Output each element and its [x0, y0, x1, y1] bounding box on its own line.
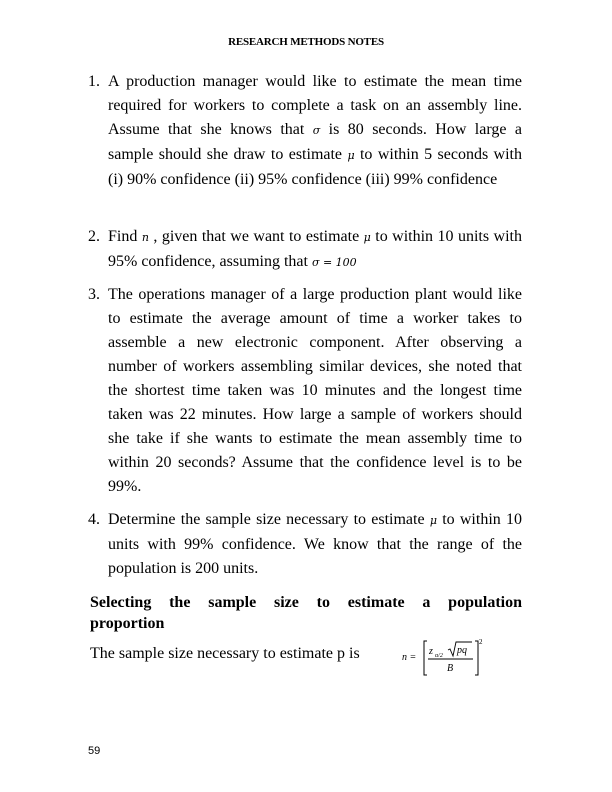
question-3: [88, 283, 522, 499]
running-header: RESEARCH METHODS NOTES: [228, 36, 384, 48]
question-number: 3.: [88, 286, 100, 303]
question-2: [88, 225, 522, 275]
exponent-two: 2: [479, 638, 483, 646]
question-text: The operations manager of a large production plant would like to estimate the average amount of time a worker takes to assemble a new electronic component. After observing a number of workers assembling similar devices, she noted that the shortest time taken was 10 minutes and the longest time taken was 22 minutes. How large a sample of workers should she take if she wants to estimate the mean assembly time to within 20 seconds? Assume that the confidence level is to be 99%.: [108, 286, 522, 495]
mu-symbol: μ: [347, 149, 355, 162]
denominator-b: B: [447, 663, 454, 674]
page-number: 59: [88, 745, 101, 757]
right-bracket: [475, 641, 478, 675]
question-text: Find n , given that we want to estimate μ to within 10 units with 95% confidence, assuming that σ = 100: [108, 228, 522, 270]
question-number: 2.: [88, 228, 100, 245]
question-number: 1.: [88, 73, 100, 90]
question-text: A production manager would like to estimate the mean time required for workers to complete a task on an assembly line. Assume that she knows that σ is 80 seconds. How large a sample should she draw to estimate μ to within 5 seconds with (i) 90% confidence (ii) 95% confidence (iii) 99% confidence: [108, 73, 523, 188]
sigma-equals: σ = 100: [311, 256, 357, 269]
pq-radicand: pq: [457, 645, 467, 656]
alpha-subscript: α/2: [435, 653, 443, 659]
section-heading: Selecting the sample size to estimate a population proportion: [90, 594, 522, 632]
question-1: [88, 70, 522, 192]
question-number: 4.: [88, 511, 100, 528]
left-bracket: [424, 641, 427, 675]
z-symbol: z: [429, 646, 433, 657]
proportion-sentence: The sample size necessary to estimate p is: [90, 645, 360, 662]
sample-size-formula: [400, 636, 490, 678]
formula-lhs: n =: [402, 652, 417, 663]
n-symbol: n: [141, 231, 149, 244]
sigma-symbol: σ: [312, 124, 321, 137]
mu-symbol: μ: [429, 514, 437, 527]
mu-symbol: μ: [363, 231, 371, 244]
question-4: [88, 508, 522, 581]
question-text: Determine the sample size necessary to estimate μ to within 10 units with 99% confidence. We know that the range of the population is 200 units.: [108, 511, 522, 577]
